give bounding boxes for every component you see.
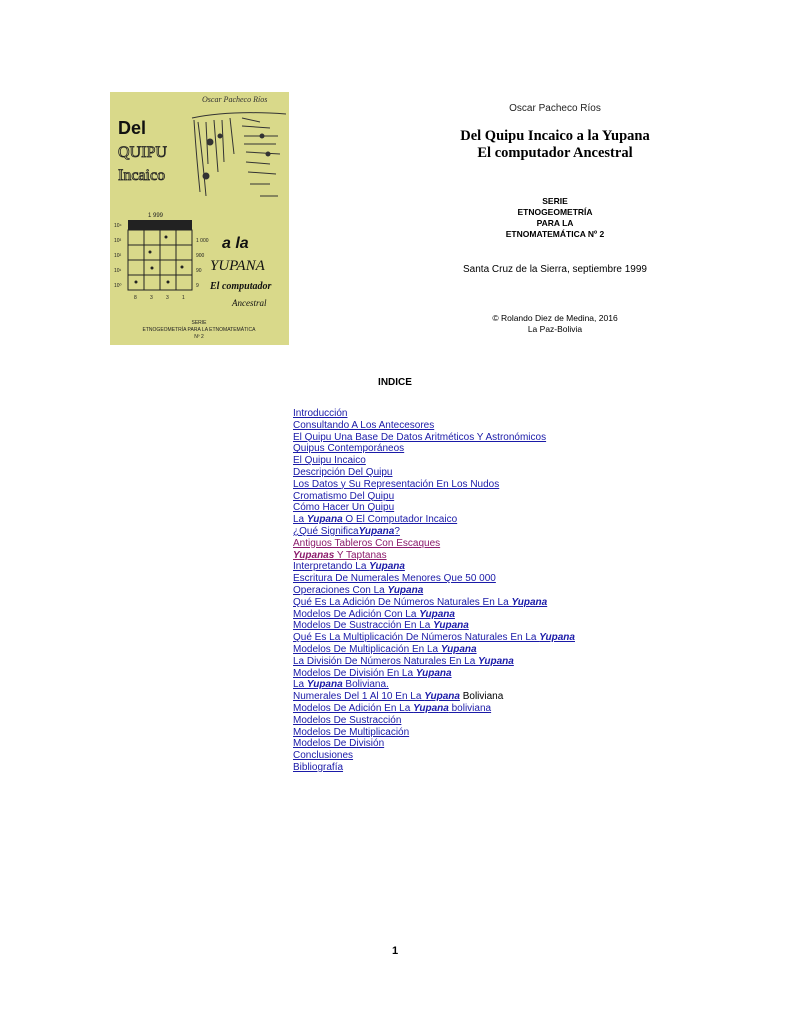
- toc-link-text: El Quipu Incaico: [293, 455, 366, 467]
- toc-link-text: El Quipu Una Base De Datos Aritméticos Y Astronómicos: [293, 431, 547, 443]
- cover-right-value: 90: [196, 268, 202, 274]
- cover-line5: YUPANA: [210, 258, 265, 274]
- toc-link-emphasis: Yupana: [511, 596, 548, 608]
- toc-link[interactable]: [293, 609, 455, 620]
- cover-bottom-digit: 1: [182, 295, 185, 301]
- toc-link-emphasis: Yupanas: [293, 549, 335, 561]
- cover-author: Oscar Pacheco Ríos: [202, 95, 268, 104]
- toc-link[interactable]: [293, 514, 457, 525]
- toc-link-emphasis: Yupana: [415, 667, 452, 679]
- toc-link-emphasis: Yupana: [387, 584, 424, 596]
- cover-row-label: 10²: [114, 253, 122, 259]
- toc-link[interactable]: [293, 644, 477, 655]
- toc-link-emphasis: Yupana: [424, 691, 460, 703]
- copyright-line-1: © Rolando Diez de Medina, 2016: [492, 313, 618, 323]
- cover-bottom-digit: 8: [134, 295, 137, 301]
- cover-illustration: [110, 92, 289, 345]
- toc-item: [293, 455, 673, 467]
- toc-link[interactable]: [293, 432, 546, 443]
- toc-link[interactable]: [293, 597, 547, 608]
- toc-item: [293, 715, 673, 727]
- toc-link[interactable]: [293, 679, 389, 690]
- toc-item: [293, 538, 673, 550]
- cover-row-label: 10⁰: [114, 283, 122, 289]
- cover-row-label: 10⁴: [114, 223, 122, 229]
- cover-line2: QUIPU: [118, 144, 167, 161]
- toc-link-text: Los Datos y Su Representación En Los Nudos: [293, 478, 500, 490]
- toc-link-emphasis: Yupana: [413, 702, 449, 714]
- toc-link[interactable]: [293, 561, 405, 572]
- toc-link[interactable]: [293, 526, 400, 537]
- copyright-line-2: La Paz-Bolivia: [527, 324, 583, 334]
- cover-bottom-digit: 3: [150, 295, 153, 301]
- toc-item: [293, 750, 673, 762]
- serie-line: SERIE: [542, 196, 568, 206]
- toc-link[interactable]: [293, 762, 343, 773]
- toc-link[interactable]: [293, 632, 575, 643]
- toc-link-text: Boliviana.: [342, 679, 389, 691]
- toc-link-text: Y Taptanas: [334, 549, 387, 561]
- cover-line4: a la: [222, 235, 249, 252]
- toc-item: [293, 762, 673, 774]
- toc-link-text: Escritura De Numerales Menores Que 50 000: [293, 573, 496, 585]
- title-line-1: Del Quipu Incaico a la Yupana: [460, 128, 650, 144]
- toc-link[interactable]: [293, 455, 366, 466]
- toc-link[interactable]: [293, 491, 394, 502]
- toc-link-text: O El Computador Incaico: [342, 514, 458, 526]
- toc-link-emphasis: Yupana: [358, 525, 395, 537]
- toc-item: [293, 408, 673, 420]
- toc-link-text: Qué Es La Adición De Números Naturales En La: [293, 596, 512, 608]
- toc-item: [293, 432, 673, 444]
- toc-link-text: Modelos De División En La: [293, 667, 416, 679]
- cover-right-value: 900: [196, 253, 205, 259]
- toc-item: [293, 443, 673, 455]
- toc-link[interactable]: [293, 656, 514, 667]
- toc-link-text: Antiguos Tableros Con Escaques: [293, 537, 441, 549]
- toc-link-text: Operaciones Con La: [293, 584, 388, 596]
- toc-link-emphasis: Yupana: [440, 643, 477, 655]
- copyright: [440, 313, 670, 335]
- toc-link-text: Modelos De Multiplicación: [293, 726, 410, 738]
- toc-link-text: ¿Qué Significa: [293, 525, 359, 537]
- serie-line: ETNOGEOMETRÍA: [517, 207, 593, 217]
- cover-line3: Incaico: [118, 167, 166, 184]
- toc-link-text: Numerales Del 1 Al 10 En La: [293, 691, 425, 703]
- toc-link[interactable]: [293, 585, 423, 596]
- toc-link[interactable]: [293, 738, 384, 749]
- toc-item: [293, 479, 673, 491]
- table-of-contents: [293, 408, 673, 774]
- toc-link-emphasis: Yupana: [433, 620, 469, 632]
- page-number: 1: [391, 945, 399, 957]
- book-cover-image: [110, 92, 289, 345]
- toc-item: [293, 585, 673, 597]
- toc-item: [293, 514, 673, 526]
- toc-item: [293, 703, 673, 715]
- place-date: Santa Cruz de la Sierra, septiembre 1999: [463, 264, 647, 275]
- toc-item: [293, 467, 673, 479]
- toc-link-text: La: [293, 514, 307, 526]
- cover-line6: El computador: [210, 281, 272, 292]
- toc-link[interactable]: [293, 573, 496, 584]
- toc-link-text: Introducción: [293, 408, 348, 419]
- toc-link-emphasis: Yupana: [306, 514, 343, 526]
- cover-serie: SERIE: [191, 320, 207, 326]
- toc-link-text: Interpretando La: [293, 561, 370, 573]
- toc-item: [293, 597, 673, 609]
- toc-link[interactable]: [293, 538, 440, 549]
- cover-line1: Del: [118, 118, 147, 138]
- toc-item: [293, 644, 673, 656]
- toc-link-text: Cómo Hacer Un Quipu: [293, 502, 395, 514]
- cover-year: 1 999: [148, 213, 164, 219]
- toc-link[interactable]: [293, 408, 347, 419]
- toc-item: [293, 502, 673, 514]
- toc-item: [293, 573, 673, 585]
- toc-item: [293, 668, 673, 680]
- toc-link[interactable]: [293, 502, 394, 513]
- toc-link[interactable]: [293, 715, 401, 726]
- toc-link-text: Modelos De Adición Con La: [293, 608, 420, 620]
- toc-link[interactable]: [293, 620, 469, 631]
- toc-link-text: Modelos De Sustracción En La: [293, 620, 434, 632]
- toc-link[interactable]: [293, 467, 393, 478]
- toc-item: [293, 679, 673, 691]
- index-heading: INDICE: [378, 377, 412, 388]
- toc-item: [293, 420, 673, 432]
- toc-item: [293, 632, 673, 644]
- toc-link[interactable]: [293, 750, 353, 761]
- toc-link-text: boliviana: [448, 702, 492, 714]
- toc-item: [293, 727, 673, 739]
- toc-link[interactable]: [293, 727, 409, 738]
- serie-line: PARA LA: [536, 218, 574, 228]
- toc-link-text: La División De Números Naturales En La: [293, 655, 479, 667]
- toc-link-text: La: [293, 679, 307, 691]
- toc-item: [293, 561, 673, 573]
- toc-link-text: Modelos De Multiplicación En La: [293, 643, 441, 655]
- serie-line: ETNOMATEMÁTICA Nº 2: [505, 229, 605, 239]
- toc-link-text: Modelos De División: [293, 738, 385, 750]
- toc-item: [293, 491, 673, 503]
- toc-link[interactable]: [293, 668, 452, 679]
- toc-link[interactable]: [293, 703, 491, 714]
- toc-link[interactable]: [293, 443, 404, 454]
- toc-link-text: Modelos De Sustracción: [293, 714, 402, 726]
- toc-link[interactable]: [293, 691, 460, 702]
- author-name: Oscar Pacheco Ríos: [509, 103, 601, 114]
- toc-link-text: Qué Es La Multiplicación De Números Naturales En La: [293, 632, 540, 644]
- toc-item: [293, 550, 673, 562]
- toc-link-text: Modelos De Adición En La: [293, 702, 414, 714]
- toc-link-emphasis: Yupana: [478, 655, 514, 667]
- toc-item: [293, 526, 673, 538]
- cover-bottom-digit: 3: [166, 295, 169, 301]
- cover-right-value: 1 000: [196, 238, 209, 244]
- toc-item: [293, 609, 673, 621]
- toc-link[interactable]: [293, 420, 434, 431]
- toc-item-suffix: Boliviana: [459, 691, 504, 703]
- toc-item: [293, 738, 673, 750]
- cover-right-value: 9: [196, 283, 199, 289]
- toc-item: [293, 691, 673, 703]
- toc-link[interactable]: [293, 550, 387, 561]
- toc-link-text: ?: [394, 525, 400, 537]
- toc-link-emphasis: Yupana: [369, 561, 405, 573]
- toc-link[interactable]: [293, 479, 499, 490]
- toc-link-emphasis: Yupana: [419, 608, 455, 620]
- toc-link-text: Quipus Contemporáneos: [293, 443, 405, 455]
- cover-serie-num: Nº 2: [194, 334, 204, 340]
- toc-link-emphasis: Yupana: [306, 679, 343, 691]
- toc-link-text: Descripción Del Quipu: [293, 466, 393, 478]
- toc-link-text: Consultando A Los Antecesores: [293, 419, 435, 431]
- cover-row-label: 10¹: [114, 268, 122, 274]
- cover-row-label: 10³: [114, 238, 122, 244]
- toc-link-text: Cromatismo Del Quipu: [293, 490, 395, 502]
- cover-serie-line: ETNOGEOMETRÍA PARA LA ETNOMATEMÁTICA: [142, 327, 256, 333]
- toc-item: [293, 656, 673, 668]
- toc-link-text: Conclusiones: [293, 750, 354, 762]
- toc-link-text: Bibliografía: [293, 761, 344, 773]
- title-line-2: El computador Ancestral: [477, 145, 633, 161]
- toc-item: [293, 620, 673, 632]
- cover-line7: Ancestral: [232, 298, 267, 308]
- toc-link-emphasis: Yupana: [539, 632, 575, 644]
